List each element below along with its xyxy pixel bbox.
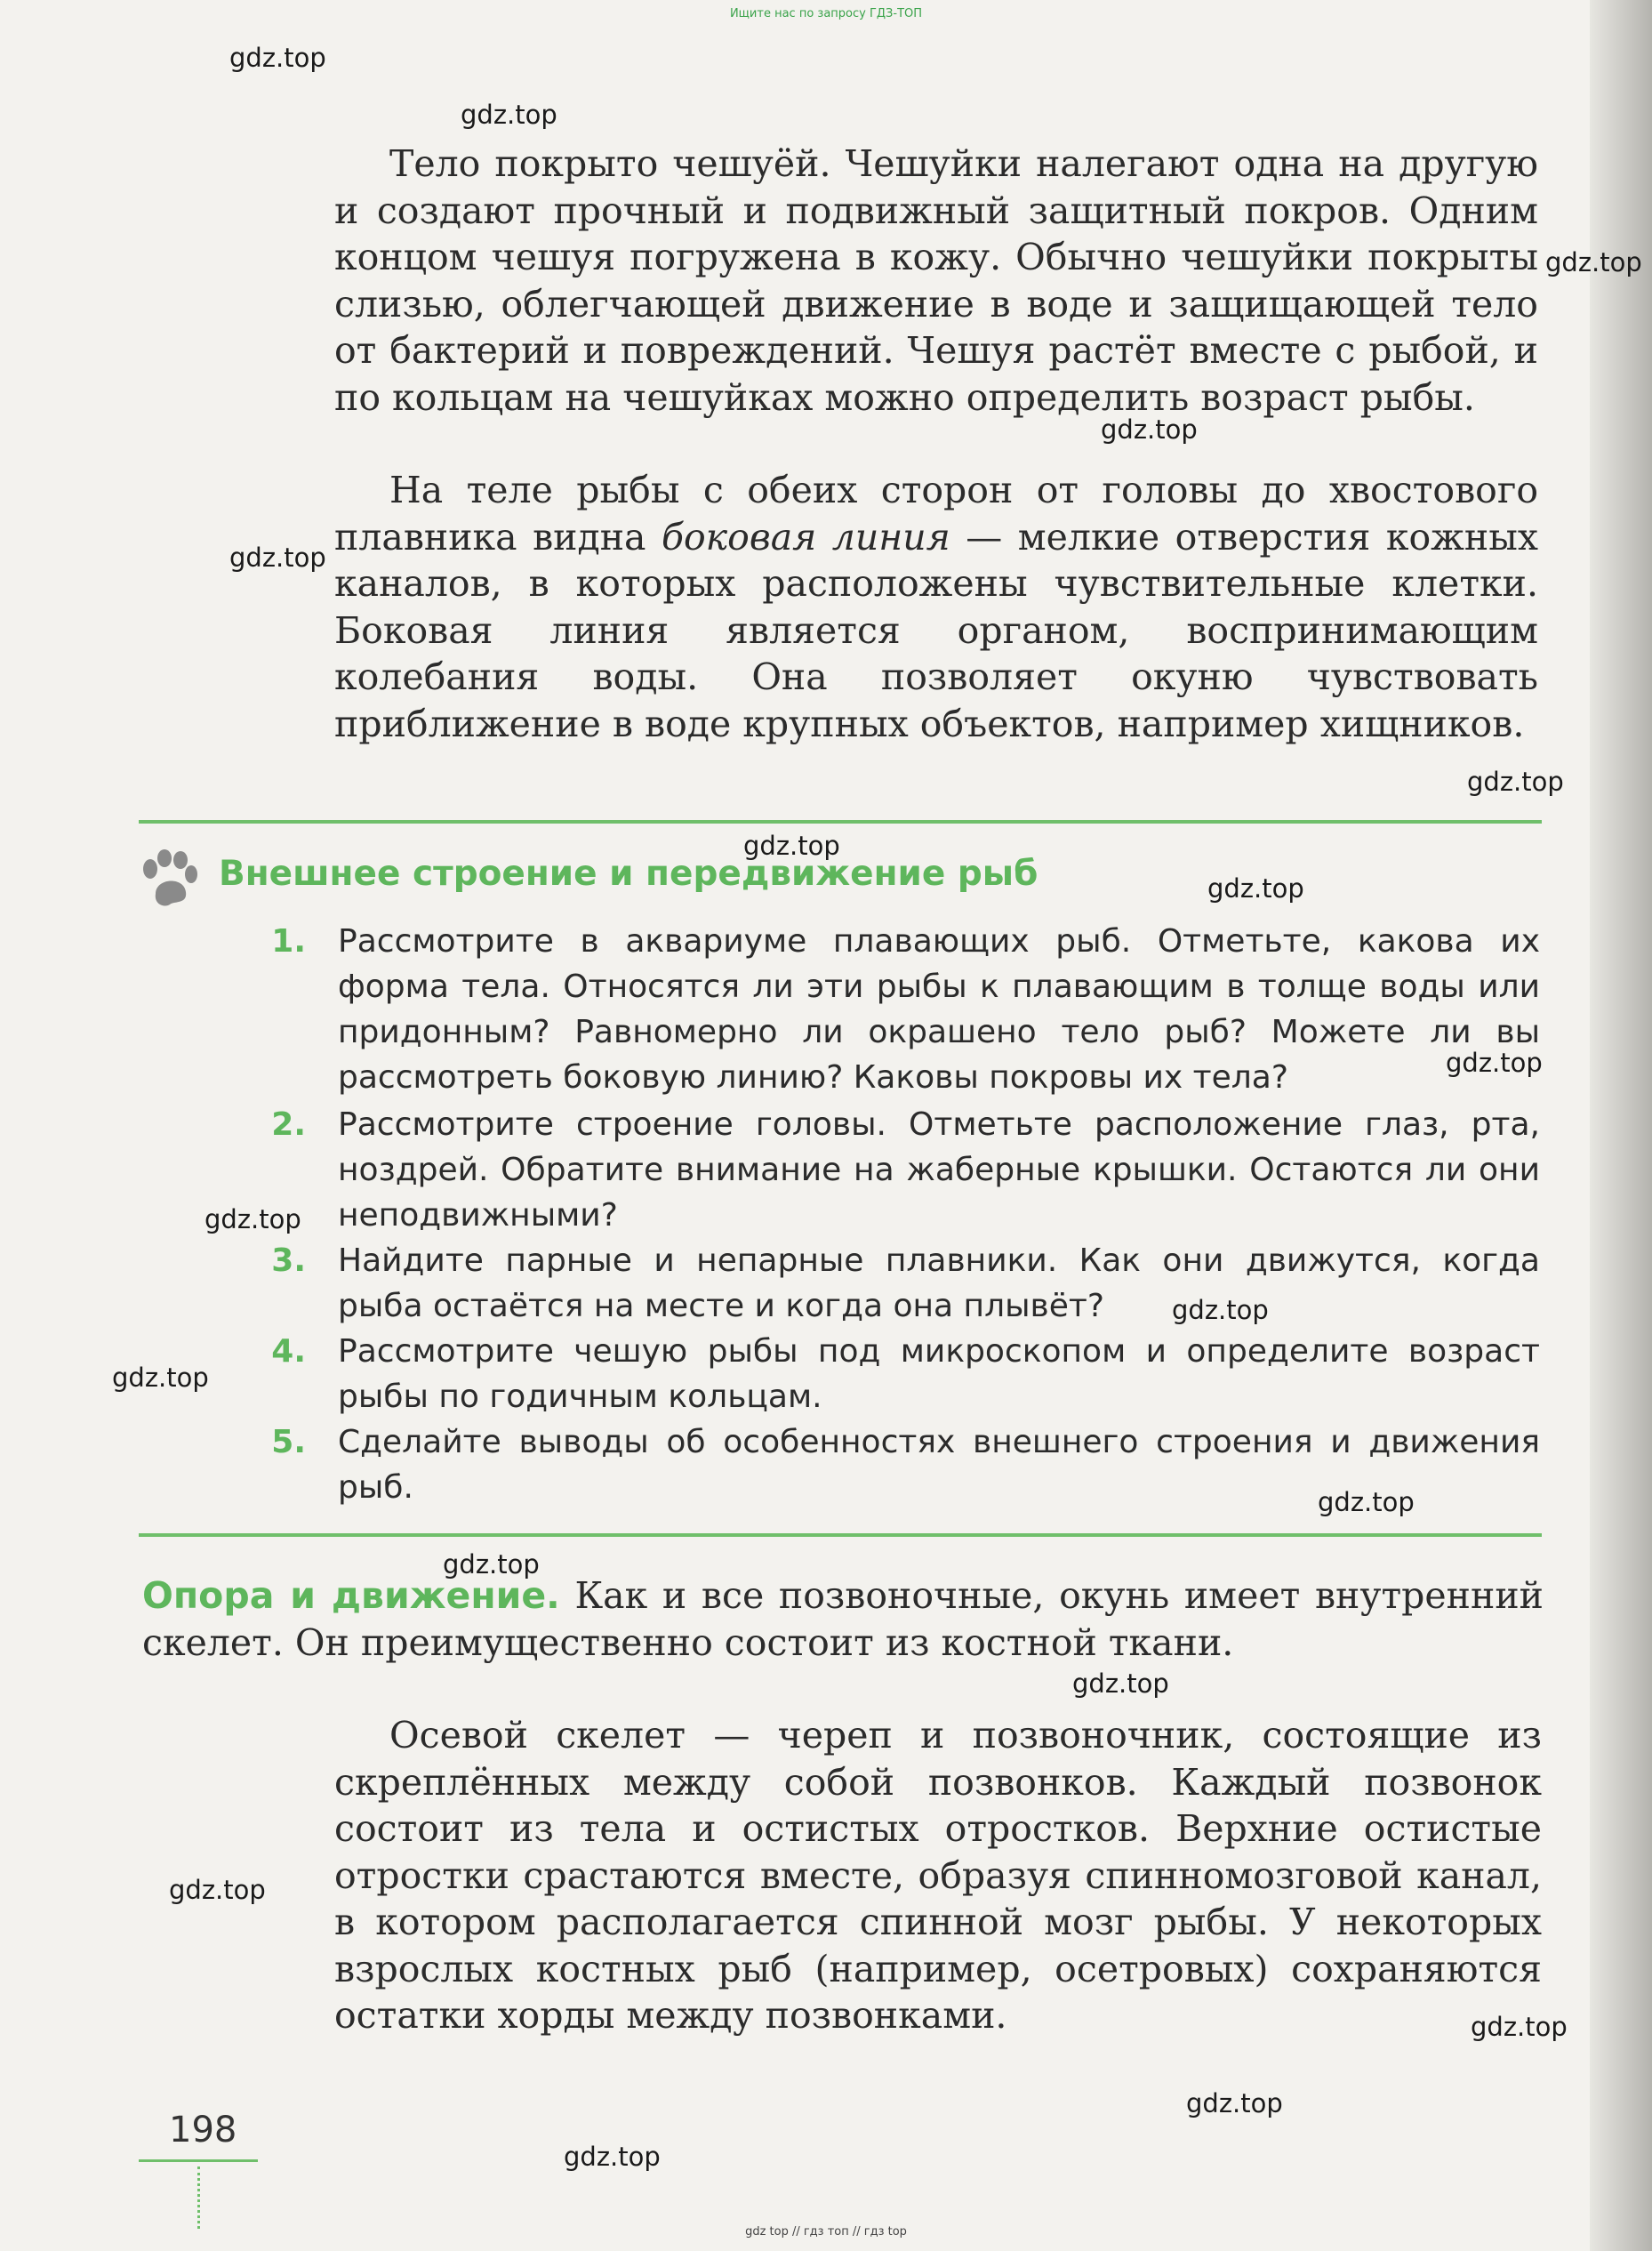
bottom-note: gdz top // гдз топ // гдз top xyxy=(745,2225,907,2239)
watermark: gdz.top xyxy=(1101,414,1198,445)
support-title: Опора и движение. xyxy=(142,1574,560,1617)
task-number: 4. xyxy=(271,1333,306,1370)
page-number: 198 xyxy=(169,2110,237,2151)
watermark: gdz.top xyxy=(112,1363,209,1393)
top-note: Ищите нас по запросу ГДЗ-ТОП xyxy=(729,7,923,20)
task-text: Рассмотрите в аквариуме плавающих рыб. Отметьте, какова их форма тела. Относятся ли эти рыбы к плавающим в толще воды или придонным? Равномерно ли окрашено тело рыб? Можете ли вы рассмотреть боковую линию? Каковы покровы их тела? xyxy=(338,923,1540,1096)
page-number-dots xyxy=(197,2167,200,2229)
watermark: gdz.top xyxy=(229,43,326,73)
paragraph-text: На теле рыбы с обеих сторон от головы до хвостового плавника видна xyxy=(334,469,1538,559)
term-lateral-line: боковая линия xyxy=(661,515,950,559)
watermark: gdz.top xyxy=(1207,873,1304,904)
paw-icon xyxy=(138,849,200,908)
section-rule-top xyxy=(139,820,1542,824)
watermark: gdz.top xyxy=(1446,1048,1543,1078)
task-number: 3. xyxy=(271,1242,306,1279)
task-text: Сделайте выводы об особенностях внешнего строения и движения рыб. xyxy=(338,1424,1540,1506)
paragraph-skeleton: Осевой скелет — череп и позвоночник, состоящие из скреплённых между собой позвонков. Каждый позвонок состоит из тела и остистых отростков. Верхние остистые отростки срастаются вместе, образуя спинномозговой канал, в котором располагается спинной мозг рыбы. У некоторых взрослых костных рыб (например, осетровых) сохраняются остатки хорды между позвонками. xyxy=(334,1714,1542,2037)
paragraph-lateral-line xyxy=(334,467,1538,747)
task-text: Найдите парные и непарные плавники. Как они движутся, когда рыба остаётся на месте и когда она плывёт? xyxy=(338,1242,1540,1324)
section-rule-bottom xyxy=(139,1533,1542,1537)
paragraph-support xyxy=(142,1572,1544,1666)
paragraph-text: Как и все позвоночные, окунь имеет внутренний скелет. Он преимущественно состоит из костной ткани. xyxy=(142,1574,1544,1664)
page-number-rule xyxy=(139,2159,258,2162)
watermark: gdz.top xyxy=(1467,767,1564,797)
task-number: 1. xyxy=(271,923,306,960)
task-number: 2. xyxy=(271,1106,306,1143)
lab-title: Внешнее строение и передвижение рыб xyxy=(219,854,1039,894)
page-binding-edge xyxy=(1590,0,1652,2251)
watermark: gdz.top xyxy=(743,831,840,861)
task-number: 5. xyxy=(271,1424,306,1460)
paragraph-text: — мелкие отверстия кожных каналов, в которых расположены чувствительные клетки. Боковая линия является органом, воспринимающим колебания воды. Она позволяет окуню чувствовать приближение в воде крупных объектов, например хищников. xyxy=(334,515,1538,745)
watermark: gdz.top xyxy=(169,1875,266,1905)
watermark: gdz.top xyxy=(461,100,557,130)
watermark: gdz.top xyxy=(564,2142,661,2172)
watermark: gdz.top xyxy=(1072,1668,1169,1699)
watermark: gdz.top xyxy=(443,1549,540,1580)
watermark: gdz.top xyxy=(1172,1295,1269,1325)
watermark: gdz.top xyxy=(229,543,326,573)
watermark: gdz.top xyxy=(1318,1487,1415,1517)
task-text: Рассмотрите чешую рыбы под микроскопом и определите возраст рыбы по годичным кольцам. xyxy=(338,1333,1540,1415)
watermark: gdz.top xyxy=(204,1204,301,1234)
paragraph-scales: Тело покрыто чешуёй. Чешуйки налегают одна на другую и создают прочный и подвижный защитный покров. Одним концом чешуя погружена в кожу. Обычно чешуйки покрыты слизью, облегчающей движение в воде и защищающей тело от бактерий и повреждений. Чешуя растёт вместе с рыбой, и по кольцам на чешуйках можно определить возраст рыбы. xyxy=(334,142,1538,419)
watermark: gdz.top xyxy=(1471,2012,1568,2042)
watermark: gdz.top xyxy=(1186,2088,1283,2118)
watermark: gdz.top xyxy=(1545,247,1642,277)
task-text: Рассмотрите строение головы. Отметьте расположение глаз, рта, ноздрей. Обратите внимание на жаберные крышки. Остаются ли они неподвижными? xyxy=(338,1106,1540,1234)
